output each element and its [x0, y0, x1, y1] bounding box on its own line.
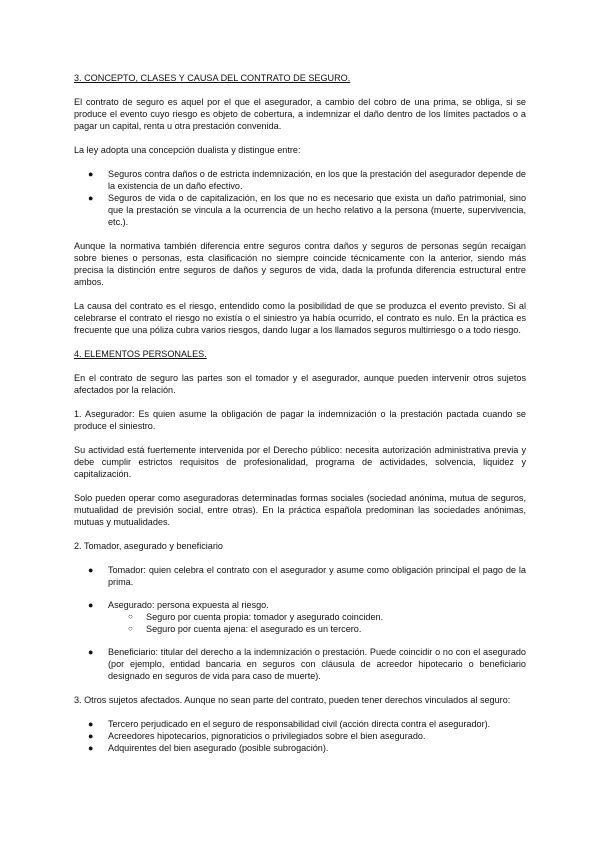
- list-item: ● Adquirentes del bien asegurado (posible subrogación).: [88, 743, 329, 753]
- subheading: 2. Tomador, asegurado y beneficiario: [74, 541, 223, 551]
- bullet-icon: ●: [88, 600, 94, 610]
- circle-bullet-icon: ○: [128, 612, 133, 621]
- list-item: ● Acreedores hipotecarios, pignoraticios o privilegiados sobre el bien asegurado.: [88, 731, 426, 741]
- sub-bullet-list: [108, 611, 526, 635]
- paragraph: En el contrato de seguro las partes son el tomador y el asegurador, aunque pueden intervenir otros sujetos afectados por la relación.: [74, 373, 526, 395]
- paragraph: 1. Asegurador: Es quien asume la obligación de pagar la indemnización o la prestación pactada cuando se produce el siniestro.: [74, 409, 526, 431]
- section-3-heading: 3. CONCEPTO, CLASES Y CAUSA DEL CONTRATO DE SEGURO.: [74, 73, 351, 83]
- list-item: ● Beneficiario: titular del derecho a la indemnización o prestación. Puede coincidir o no con el asegurado (por ejemplo, entidad bancaria en seguros con cláusula de acreedor hipotecario o beneficiario designado en seguros de vida para caso de muerte).: [88, 647, 526, 681]
- paragraph: 3. Otros sujetos afectados. Aunque no sean parte del contrato, pueden tener derechos vinculados al seguro:: [74, 695, 511, 705]
- list-item: ● Tomador: quien celebra el contrato con el asegurador y asume como obligación principal el pago de la prima.: [88, 565, 526, 587]
- paragraph: El contrato de seguro es aquel por el que el asegurador, a cambio del cobro de una prima, se obliga, si se produce el evento cuyo riesgo es objeto de cobertura, a indemnizar el daño dentro de los límites pactados o a pagar un capital, renta u otra prestación convenida.: [74, 97, 526, 131]
- bullet-icon: ●: [88, 647, 94, 657]
- paragraph: Su actividad está fuertemente intervenida por el Derecho público: necesita autorización administrativa previa y debe cumplir estrictos requisitos de profesionalidad, programa de actividades, solvencia, liquidez y capitalización.: [74, 445, 526, 479]
- document-body: [74, 72, 526, 766]
- section-4-heading: 4. ELEMENTOS PERSONALES.: [74, 349, 207, 359]
- bullet-icon: ●: [88, 193, 94, 203]
- bullet-icon: ●: [88, 169, 94, 179]
- list-item: ● Seguros de vida o de capitalización, en los que no es necesario que exista un daño patrimonial, sino que la prestación se vincula a la ocurrencia de un hecho relativo a la persona (muerte, supervivencia, etc.).: [88, 193, 526, 227]
- list-item: ● Seguros contra daños o de estricta indemnización, en los que la prestación del asegurador depende de la existencia de un daño efectivo.: [88, 169, 526, 191]
- bullet-list: [74, 168, 526, 228]
- sub-list-item: ○ Seguro por cuenta ajena: el asegurado es un tercero.: [128, 624, 362, 634]
- paragraph: Solo pueden operar como aseguradoras determinadas formas sociales (sociedad anónima, mutua de seguros, mutualidad de previsión social, entre otras). En la práctica española predominan las sociedades anónimas, mutuas y mutualidades.: [74, 493, 526, 527]
- paragraph: La ley adopta una concepción dualista y distingue entre:: [74, 145, 301, 155]
- bullet-list: [74, 718, 526, 754]
- sub-list-item: ○ Seguro por cuenta propia: tomador y asegurado coinciden.: [128, 612, 384, 622]
- paragraph: La causa del contrato es el riesgo, entendido como la posibilidad de que se produzca el evento previsto. Si al celebrarse el contrato el riesgo no existía o el siniestro ya había ocurrido, el contrato es nulo. En la práctica es frecuente que una póliza cubra varios riesgos, dando lugar a los llamados seguros multirriesgo o a todo riesgo.: [74, 301, 526, 335]
- bullet-icon: ●: [88, 719, 94, 729]
- paragraph: Aunque la normativa también diferencia entre seguros contra daños y seguros de personas según recaigan sobre bienes o personas, esta clasificación no siempre coincide técnicamente con la anterior, siendo más precisa la distinción entre seguros de daños y seguros de vida, dada la profunda diferencia estructural entre ambos.: [74, 241, 526, 287]
- list-item: ● Asegurado: persona expuesta al riesgo. ○ Seguro por cuenta propia: tomador y asegurado coinciden. ○ Seguro por cuenta ajena: el asegurado es un tercero.: [74, 599, 526, 635]
- circle-bullet-icon: ○: [128, 624, 133, 633]
- bullet-icon: ●: [88, 565, 94, 575]
- list-item: ● Tercero perjudicado en el seguro de responsabilidad civil (acción directa contra el asegurador).: [88, 719, 491, 729]
- bullet-list: [74, 564, 526, 682]
- bullet-icon: ●: [88, 743, 94, 753]
- bullet-icon: ●: [88, 731, 94, 741]
